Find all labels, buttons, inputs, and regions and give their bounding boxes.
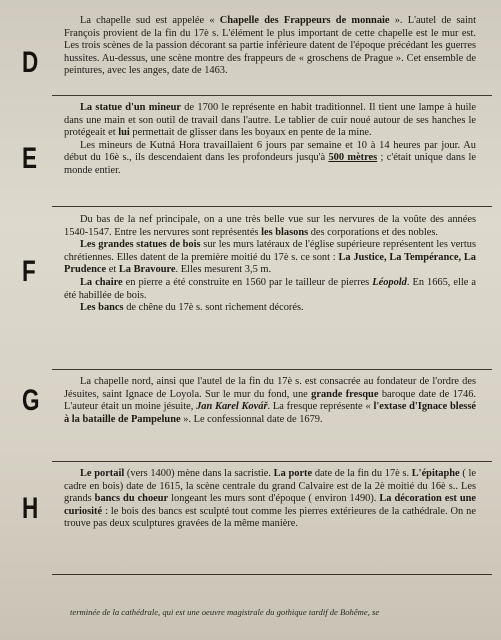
text-run: en pierre a été construite en 1560 par le tailleur de pierres xyxy=(122,276,373,288)
fresco-title: grande fresque xyxy=(311,388,379,400)
section-divider xyxy=(52,574,492,575)
text-run: des corporations et des nobles. xyxy=(308,226,438,238)
curiosity-text: La décoration est une curiosité xyxy=(64,493,477,517)
text-run: La chapelle nord, ainsi que l'autel de la fin du 17è s. est consacrée au fondateur de l'ordre des Jésuites, saint Ignace de Loyola. Sur le mur du fond, une xyxy=(64,376,476,400)
text-run-bold: les blasons xyxy=(261,226,309,238)
paragraph xyxy=(64,140,476,178)
choir-benches: bancs du choeur xyxy=(94,493,169,505)
paragraph xyxy=(64,302,476,315)
text-run: . En 1665, elle a été habillée de bois. xyxy=(64,276,477,301)
depth-value: 500 mètres xyxy=(328,152,378,164)
text-run: permettait de glisser dans les boyaux en pente de la mine. xyxy=(129,127,372,139)
text-run: sur les murs latéraux de l'église supérieure représentent les vertus chrétiennes. Elles datent de la première moitié du 17è s. ce sont : xyxy=(64,239,476,263)
text-run: et xyxy=(106,264,119,276)
text-run: de 1700 le représente en habit traditionnel. Il tient une lampe à huile dans une main et son outil de travail dans l'autre. Le tablier de cuir noué autour de ses hanches le protégeait et xyxy=(64,102,476,139)
text-run: ( le cadre en bois) date de 1615, la scène centrale du grand Calvaire est de la 2è moitié du 16è s.. Les grands xyxy=(64,468,476,505)
section-divider xyxy=(52,369,492,370)
section-letter-f: F xyxy=(22,255,36,288)
benches-title: Les bancs xyxy=(80,302,124,314)
paragraph xyxy=(64,102,476,140)
paragraph xyxy=(64,15,476,78)
statues-title: Les grandes statues de bois xyxy=(80,239,201,251)
text-run: ». Le confessionnal date de 1679. xyxy=(180,413,323,425)
statue-title: La statue d'un mineur xyxy=(80,102,182,113)
text-run: date de la fin du 17è s. xyxy=(312,468,412,479)
section-letter-h: H xyxy=(22,492,39,525)
text-run-bold: lui xyxy=(118,127,130,139)
text-run: de chêne du 17è s. sont richement décorés. xyxy=(123,302,304,314)
text-run: ». L'autel de saint François provient de la fin du 17è s. L'élément le plus important de cette chapelle est le mur est. Les trois scènes de la passion décorant sa partie inférieure datent de l'époque précédant les guerres hussites. Au-dessus, une scène montre des frappeurs de « groschens de Prague ». Cet ensemble de peintures, avec les anges, date de 1463. xyxy=(64,15,476,77)
section-divider xyxy=(52,461,492,462)
text-run: La chapelle sud est appelée « xyxy=(80,15,220,26)
text-run: Du bas de la nef principale, on a une très belle vue sur les nervures de la voûte des années 1540-1547. Entre les nervures sont représentés xyxy=(64,214,476,238)
text-run: (vers 1400) mène dans la sacristie. xyxy=(124,468,274,479)
section-divider xyxy=(52,206,492,207)
section-letter-g: G xyxy=(22,384,40,417)
virtue-bravoure: La Bravoure xyxy=(118,264,176,276)
paragraph xyxy=(64,468,476,531)
door-title: La porte xyxy=(273,468,313,479)
paragraph xyxy=(64,277,476,302)
section-letter-d: D xyxy=(22,46,39,79)
stonemason-name: Léopold xyxy=(372,276,407,288)
text-run: . Elles mesurent 3,5 m. xyxy=(175,264,272,276)
section-e-text xyxy=(64,102,476,178)
paragraph xyxy=(64,239,476,277)
text-run: longeant les murs sont d'époque ( environ 1490). xyxy=(168,493,380,505)
text-run: : le bois des bancs est sculpté tout comme les pierres extérieures de la cathédrale. On ne trouve pas deux sculptures gravées de la même manière. xyxy=(64,505,476,530)
painter-name: Jan Karel Kovář xyxy=(196,401,268,413)
pulpit-title: La chaire xyxy=(80,276,123,288)
section-letter-e: E xyxy=(22,142,38,175)
section-f-text xyxy=(64,214,476,315)
virtues-list: La Justice, La Tempérance, La Prudence xyxy=(64,251,476,276)
footer-text: terminée de la cathédrale, qui est une oeuvre magistrale du gothique tardif de Bohême, se xyxy=(70,607,380,617)
text-run: Les mineurs de Kutná Hora travaillaient 6 jours par semaine et 10 à 14 heures par jour. Au début du 16è s., ils descendaient dans les profondeurs jusqu'à xyxy=(64,139,476,164)
portal-title: Le portail xyxy=(80,468,125,479)
section-d-text xyxy=(64,15,476,78)
chapel-name: Chapelle des Frappeurs de monnaie xyxy=(219,15,390,26)
text-run: ; c'était unique dans le monde entier. xyxy=(64,152,476,176)
section-g-text xyxy=(64,376,476,426)
paragraph xyxy=(64,214,476,239)
text-run: . La fresque représente « xyxy=(267,401,374,413)
paragraph xyxy=(64,376,476,426)
epitaph-title: L'épitaphe xyxy=(411,468,460,479)
fresco-subject: l'extase d'Ignace blessé à la bataille de Pampelune xyxy=(64,401,476,425)
section-divider xyxy=(52,95,492,96)
text-run: baroque date de 1746. L'auteur était un moine jésuite, xyxy=(64,388,476,413)
section-h-text xyxy=(64,468,476,531)
